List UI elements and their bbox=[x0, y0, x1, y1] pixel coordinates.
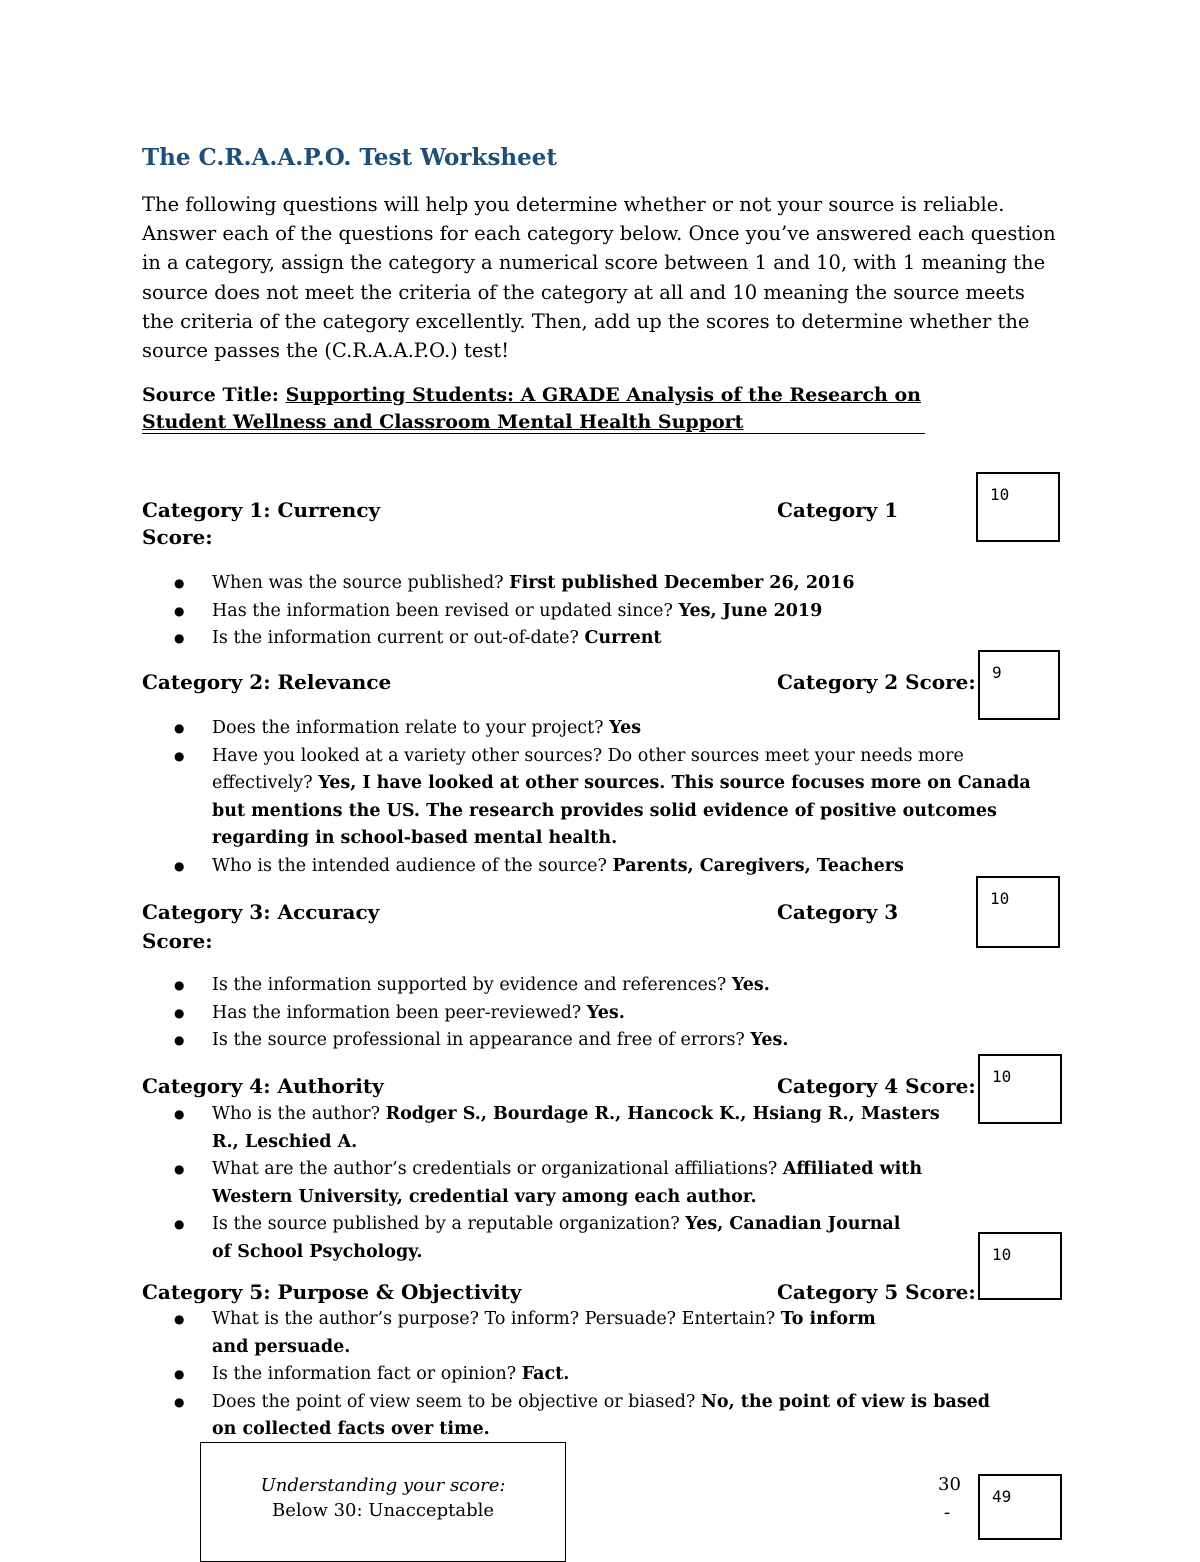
category-2-score-label: Category 2 Score: bbox=[777, 670, 976, 694]
category-4-questions bbox=[172, 1101, 972, 1266]
list-item bbox=[172, 1389, 992, 1444]
category-1-score-value: 10 bbox=[990, 485, 1010, 504]
answer-text: Yes, I have looked at other sources. This source focuses more on Canada but mentions the US. The research provides solid evidence of positive outcomes regarding in school-based mental health. bbox=[212, 773, 1031, 848]
category-4-title: Category 4: Authority bbox=[142, 1074, 384, 1098]
question-text: What is the author’s purpose? To inform? Persuade? Entertain? bbox=[212, 1309, 776, 1329]
category-1-questions bbox=[172, 570, 1052, 653]
answer-text: Yes. bbox=[586, 1002, 625, 1023]
question-text: Who is the author? bbox=[212, 1104, 381, 1124]
category-1-score-label: Category 1 bbox=[777, 498, 899, 522]
category-4-score-box[interactable] bbox=[978, 1054, 1062, 1124]
question-text: Who is the intended audience of the source? bbox=[212, 855, 607, 876]
category-5-score-label: Category 5 Score: bbox=[777, 1280, 976, 1304]
answer-text: No, the point of view is based on collected facts over time. bbox=[212, 1391, 991, 1439]
category-5-score-box[interactable] bbox=[978, 1232, 1062, 1300]
source-title bbox=[142, 382, 982, 436]
list-item bbox=[172, 1211, 912, 1266]
list-item bbox=[172, 1027, 1052, 1055]
list-item bbox=[172, 853, 1052, 881]
answer-text: Yes, June 2019 bbox=[678, 600, 823, 621]
question-text: Has the information been revised or updated since? bbox=[212, 600, 673, 621]
category-3-score-box[interactable] bbox=[976, 876, 1060, 948]
list-item bbox=[172, 1156, 972, 1211]
question-text: Is the source published by a reputable organization? bbox=[212, 1214, 680, 1234]
category-1-score-box[interactable] bbox=[976, 472, 1060, 542]
list-item bbox=[172, 625, 1052, 653]
question-text: Does the point of view seem to be objective or biased? bbox=[212, 1391, 696, 1412]
category-2-score-box[interactable] bbox=[978, 650, 1060, 720]
category-5-questions bbox=[172, 1306, 992, 1444]
total-side-dash: - bbox=[944, 1502, 951, 1523]
list-item bbox=[172, 972, 1052, 1000]
answer-text: Fact. bbox=[521, 1364, 570, 1384]
list-item bbox=[172, 743, 1052, 853]
answer-text: Parents, Caregivers, Teachers bbox=[612, 855, 904, 876]
list-item bbox=[172, 1361, 992, 1389]
total-score-value: 49 bbox=[992, 1487, 1012, 1506]
category-1-score-label-extra: Score: bbox=[142, 525, 213, 549]
question-text: Is the information fact or opinion? bbox=[212, 1364, 517, 1384]
answer-text: Affiliated with Western University, credential vary among each author. bbox=[212, 1159, 923, 1207]
category-3-questions bbox=[172, 972, 1052, 1055]
category-4-score-value: 10 bbox=[992, 1067, 1012, 1086]
list-item bbox=[172, 715, 1052, 743]
answer-text: Yes. bbox=[750, 1030, 789, 1050]
score-legend-line: Below 30: Unacceptable bbox=[271, 1500, 495, 1521]
score-legend-heading: Understanding your score: bbox=[260, 1475, 506, 1496]
total-side-number: 30 bbox=[938, 1474, 961, 1495]
list-item bbox=[172, 570, 1052, 598]
category-2-title: Category 2: Relevance bbox=[142, 670, 392, 694]
list-item bbox=[172, 598, 1052, 626]
question-text: Has the information been peer-reviewed? bbox=[212, 1002, 582, 1023]
answer-text: Yes bbox=[609, 718, 642, 738]
list-item bbox=[172, 1000, 1052, 1028]
category-3-score-value: 10 bbox=[990, 889, 1010, 908]
answer-text: First published December 26, 2016 bbox=[509, 573, 855, 593]
total-score-box[interactable] bbox=[978, 1474, 1062, 1540]
question-text: Does the information relate to your project? bbox=[212, 718, 604, 738]
list-item bbox=[172, 1101, 972, 1156]
intro-paragraph: The following questions will help you determine whether or not your source is reliable. Answer each of the questions for each category below. Once you’ve answered each question in a category, assign the category a numerical score between 1 and 10, with 1 meaning the source does not meet the criteria of the category at all and 10 meaning the source meets the criteria of the category excellently. Then, add up the scores to determine whether the source passes the (C.R.A.A.P.O.) test! bbox=[142, 193, 1056, 363]
answer-text: Yes, Canadian Journal of School Psychology. bbox=[212, 1214, 901, 1262]
question-text: What are the author’s credentials or organizational affiliations? bbox=[212, 1159, 778, 1179]
question-text: Is the information current or out-of-date? bbox=[212, 628, 579, 648]
score-legend-box bbox=[200, 1442, 566, 1562]
category-3-title: Category 3: Accuracy bbox=[142, 900, 380, 924]
category-5-title: Category 5: Purpose & Objectivity bbox=[142, 1280, 522, 1304]
question-text: Is the source professional in appearance and free of errors? bbox=[212, 1030, 745, 1050]
source-title-underline bbox=[142, 433, 925, 434]
list-item bbox=[172, 1306, 912, 1361]
category-4-score-label: Category 4 Score: bbox=[777, 1074, 976, 1098]
category-2-questions bbox=[172, 715, 1052, 880]
category-1-title: Category 1: Currency bbox=[142, 498, 381, 522]
source-title-value: Supporting Students: A GRADE Analysis of the Research on Student Wellness and Classroom Mental Health Support bbox=[142, 384, 921, 433]
question-text: When was the source published? bbox=[212, 573, 504, 593]
category-3-score-label-extra: Score: bbox=[142, 929, 213, 953]
answer-text: To inform and persuade. bbox=[212, 1309, 876, 1357]
category-3-score-label: Category 3 bbox=[777, 900, 899, 924]
category-5-score-value: 10 bbox=[992, 1245, 1012, 1264]
question-text: Is the information supported by evidence and references? bbox=[212, 975, 727, 995]
answer-text: Rodger S., Bourdage R., Hancock K., Hsiang R., Masters R., Leschied A. bbox=[212, 1104, 940, 1152]
answer-text: Yes. bbox=[731, 975, 770, 995]
source-title-label: Source Title: bbox=[142, 384, 279, 406]
page-title: The C.R.A.A.P.O. Test Worksheet bbox=[142, 144, 558, 171]
question-text: Have you looked at a variety other sources? Do other sources meet your needs more effectively? bbox=[212, 745, 964, 793]
answer-text: Current bbox=[584, 628, 662, 648]
category-2-score-value: 9 bbox=[992, 663, 1002, 682]
